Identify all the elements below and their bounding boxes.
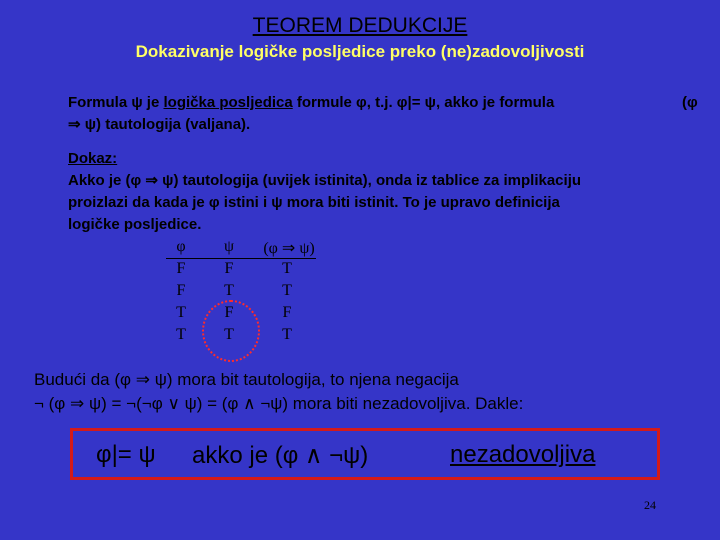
proof-line-3: logičke posljedice. [68, 216, 202, 233]
conclusion-line-1: Budući da (φ ⇒ ψ) mora bit tautologija, to njena negacija [34, 370, 459, 389]
table-cell: T [282, 260, 292, 277]
table-header-rule [166, 258, 316, 259]
proof-line-2: proizlazi da kada je φ istini i ψ mora biti istinit. To je upravo definicija [68, 194, 560, 211]
definition-text-a: Formula ψ je [68, 94, 164, 111]
conclusion-line-2: ¬ (φ ⇒ ψ) = ¬(¬φ ∨ ψ) = (φ ∧ ¬ψ) mora biti nezadovoljiva. Dakle: [34, 394, 524, 413]
slide-title: TEOREM DEDUKCIJE [252, 14, 468, 37]
page-number: 24 [644, 498, 656, 512]
table-cell: T [224, 326, 234, 343]
table-cell: F [224, 260, 234, 277]
slide-subtitle: Dokazivanje logičke posljedice preko (ne)zadovoljivosti [135, 42, 585, 61]
table-header-phi: φ [176, 238, 186, 255]
table-cell: F [224, 304, 234, 321]
table-cell: T [224, 282, 234, 299]
table-cell: T [282, 282, 292, 299]
theorem-middle: akko je (φ ∧ ¬ψ) [192, 442, 369, 469]
theorem-rhs: nezadovoljiva [450, 441, 596, 468]
logical-consequence-term: logička posljedica [163, 94, 293, 111]
definition-line-1 [68, 92, 554, 114]
table-cell: F [176, 260, 186, 277]
table-cell: F [176, 282, 186, 299]
theorem-lhs: φ|= ψ [96, 441, 156, 468]
definition-line-2: ⇒ ψ) tautologija (valjana). [68, 116, 251, 133]
definition-line-1-end: (φ [682, 94, 698, 111]
definition-text-b: formule φ, t.j. φ|= ψ, akko je formula [292, 94, 555, 111]
table-header-implication: (φ ⇒ ψ) [263, 240, 315, 257]
proof-heading: Dokaz: [68, 150, 118, 167]
table-cell: T [282, 326, 292, 343]
table-cell: T [176, 304, 186, 321]
highlight-circle [202, 300, 260, 362]
proof-line-1: Akko je (φ ⇒ ψ) tautologija (uvijek istinita), onda iz tablice za implikaciju [68, 172, 582, 189]
table-cell: T [176, 326, 186, 343]
table-header-psi: ψ [223, 238, 234, 255]
table-cell: F [282, 304, 292, 321]
